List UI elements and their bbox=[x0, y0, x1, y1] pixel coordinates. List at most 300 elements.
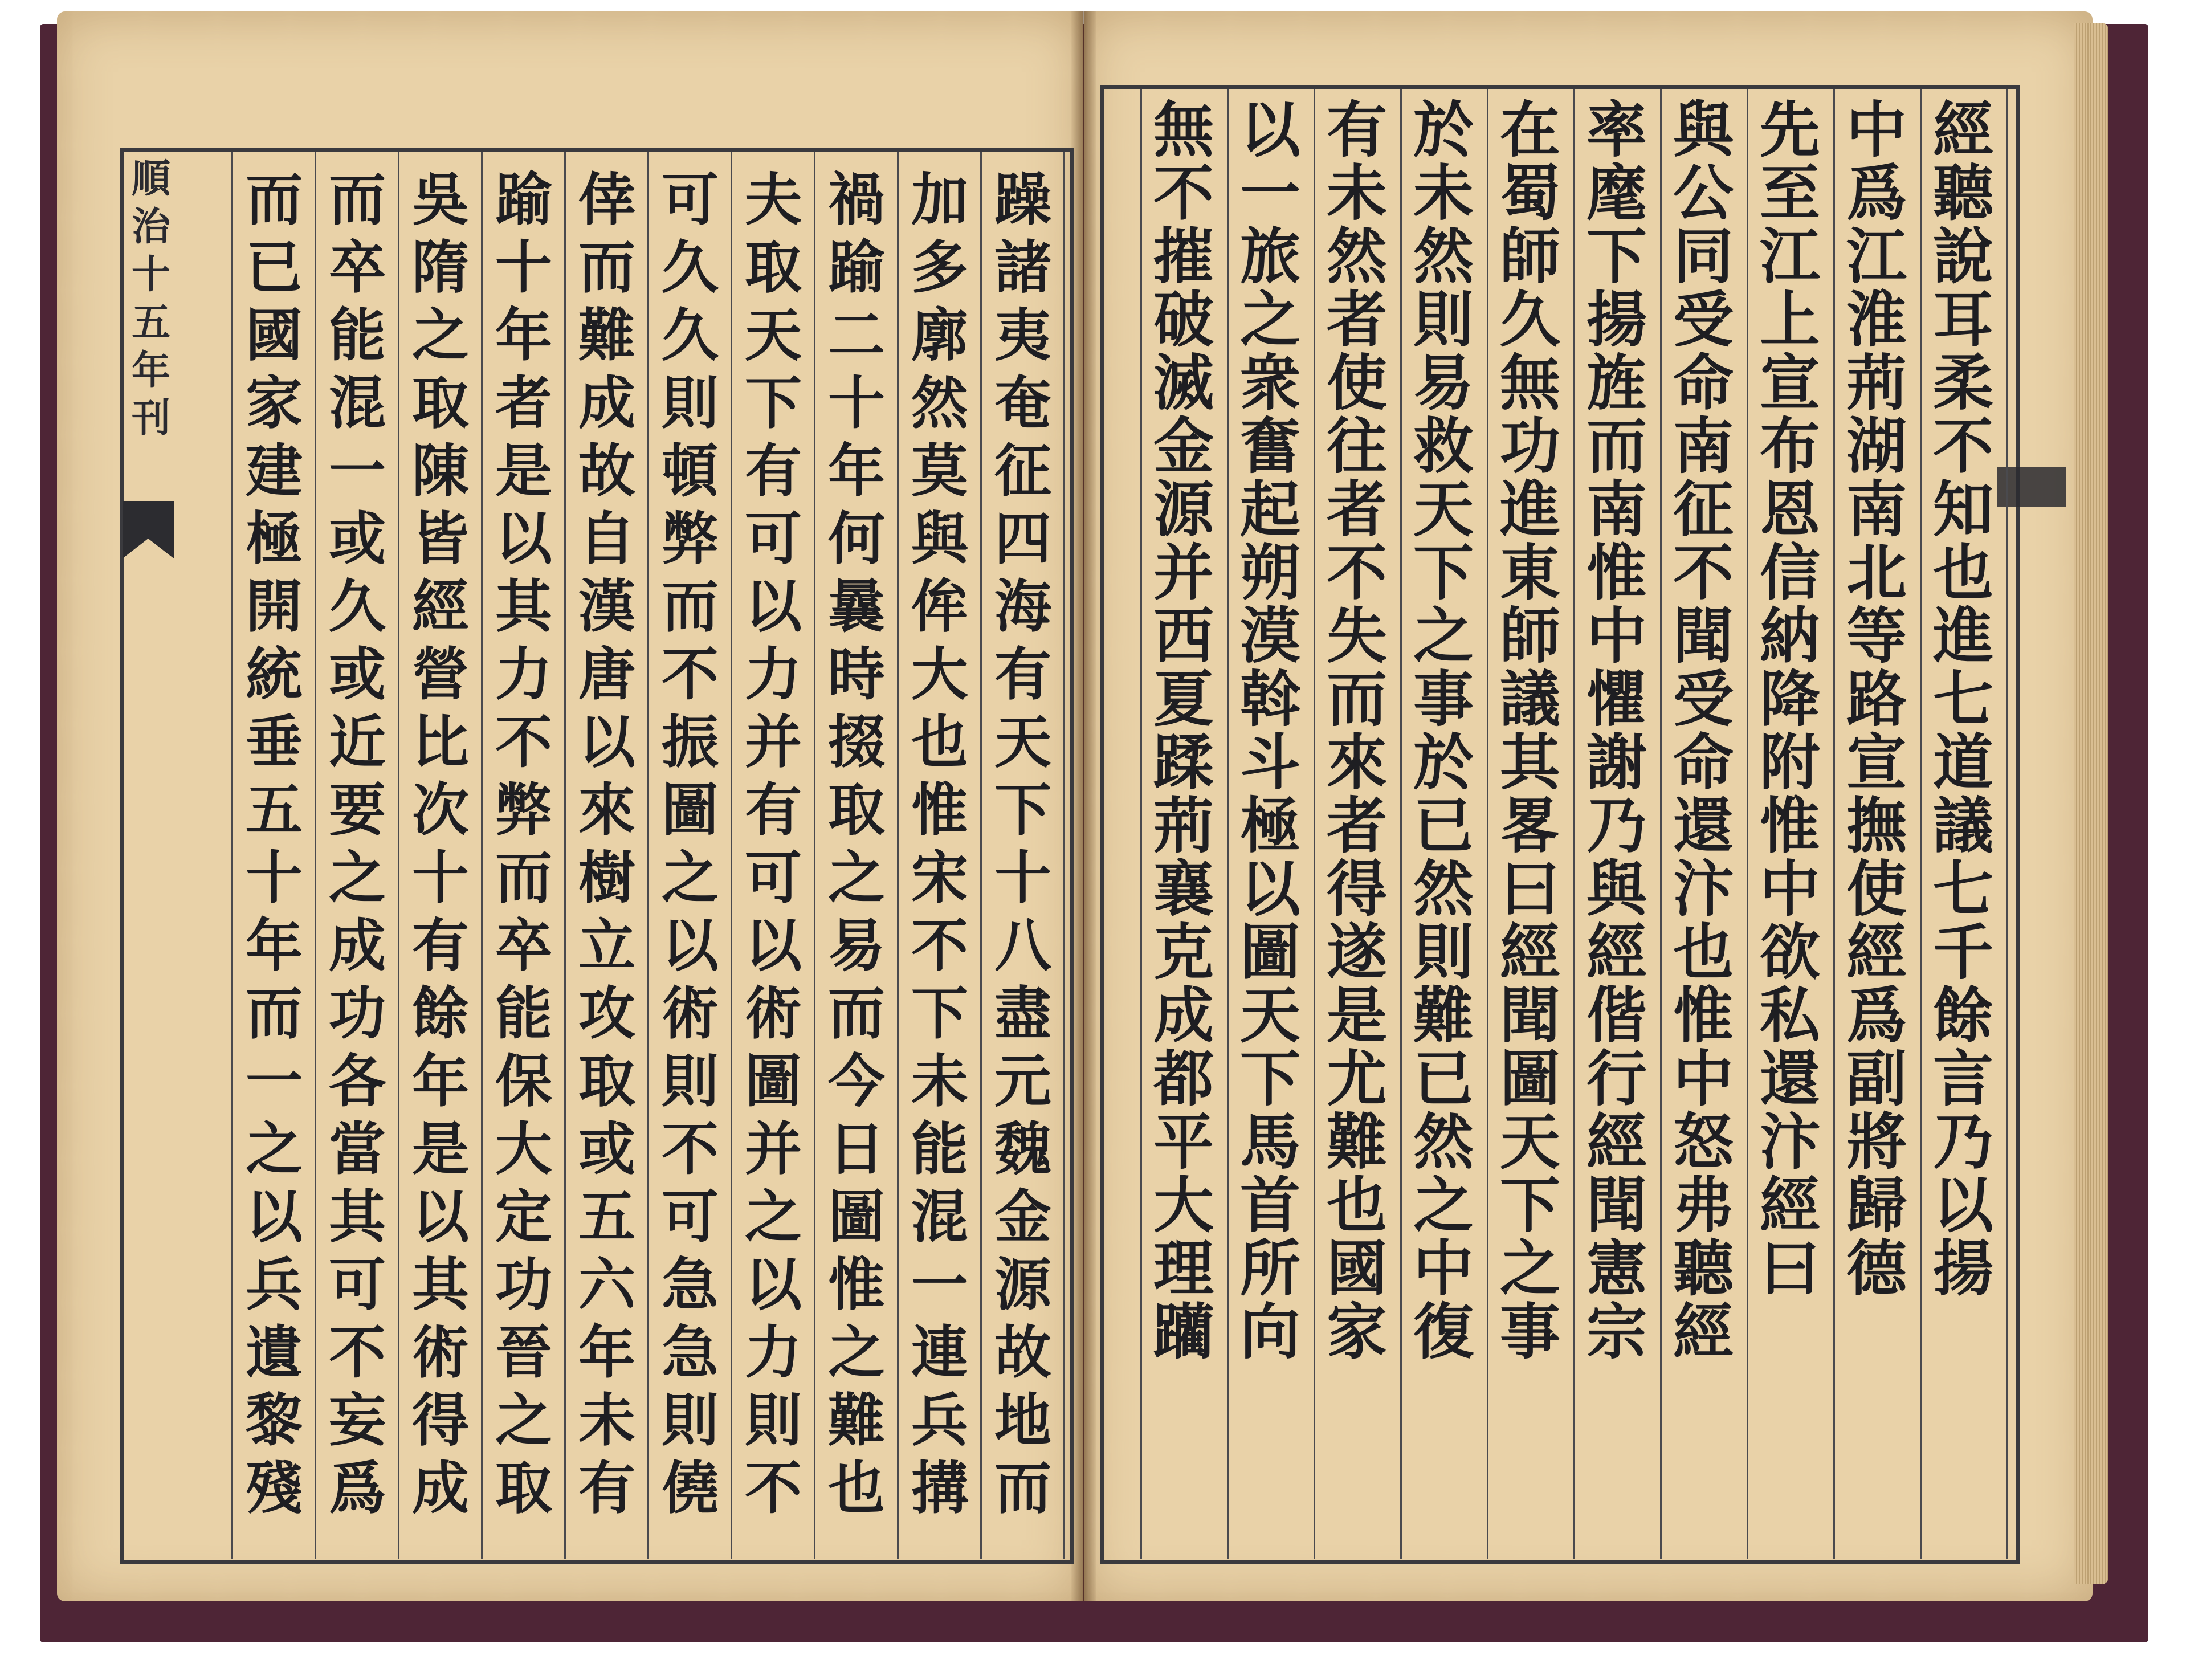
character: 江 bbox=[1846, 221, 1907, 292]
character: 有 bbox=[745, 776, 802, 843]
character: 故 bbox=[994, 1319, 1051, 1386]
character: 皆 bbox=[412, 505, 469, 572]
character: 歸 bbox=[1846, 1169, 1907, 1241]
character: 之 bbox=[495, 1387, 552, 1454]
character: 曩 bbox=[828, 573, 885, 640]
character: 卒 bbox=[329, 234, 386, 301]
character: 路 bbox=[1846, 663, 1907, 735]
character: 成 bbox=[329, 912, 386, 979]
left-column-5 bbox=[653, 166, 727, 1527]
character: 湖 bbox=[1846, 410, 1907, 482]
character: 各 bbox=[329, 1047, 386, 1115]
character: 夏 bbox=[1153, 663, 1214, 735]
character: 經 bbox=[1846, 916, 1907, 988]
character: 乃 bbox=[1933, 1106, 1993, 1177]
left-column-10 bbox=[237, 166, 311, 1527]
character: 連 bbox=[911, 1319, 968, 1386]
right-column-7 bbox=[1404, 94, 1483, 1367]
character: 圖 bbox=[745, 1047, 802, 1115]
character: 要 bbox=[329, 776, 386, 843]
character: 聽 bbox=[1673, 1233, 1734, 1304]
character: 取 bbox=[578, 1047, 635, 1115]
right-column-4 bbox=[1663, 94, 1743, 1367]
character: 得 bbox=[412, 1387, 469, 1454]
character: 救 bbox=[1413, 410, 1474, 482]
character: 七 bbox=[1933, 853, 1993, 924]
character: 受 bbox=[1673, 663, 1734, 735]
character: 千 bbox=[1933, 916, 1993, 988]
character: 懼 bbox=[1587, 663, 1647, 735]
character: 南 bbox=[1587, 474, 1647, 545]
character: 乃 bbox=[1587, 790, 1647, 861]
character: 使 bbox=[1846, 853, 1907, 924]
character: 可 bbox=[662, 166, 719, 233]
character: 來 bbox=[1327, 727, 1387, 798]
character: 經 bbox=[1587, 1106, 1647, 1177]
character: 而 bbox=[578, 234, 635, 301]
character: 進 bbox=[1933, 600, 1993, 671]
character: 將 bbox=[1846, 1106, 1907, 1177]
character: 則 bbox=[662, 1047, 719, 1115]
character: 命 bbox=[1673, 727, 1734, 798]
character: 之 bbox=[412, 301, 469, 369]
character: 易 bbox=[828, 912, 885, 979]
character: 多 bbox=[911, 234, 968, 301]
character: 金 bbox=[1153, 410, 1214, 482]
character: 征 bbox=[1673, 474, 1734, 545]
column-rule bbox=[1573, 89, 1575, 1559]
character: 也 bbox=[911, 708, 968, 776]
character: 兵 bbox=[246, 1251, 303, 1318]
character: 家 bbox=[246, 369, 303, 437]
character: 聞 bbox=[1587, 1169, 1647, 1241]
character: 納 bbox=[1760, 600, 1820, 671]
character: 時 bbox=[828, 641, 885, 708]
character: 道 bbox=[1933, 727, 1993, 798]
character: 惟 bbox=[828, 1251, 885, 1318]
character: 謝 bbox=[1587, 727, 1647, 798]
character: 議 bbox=[1500, 663, 1560, 735]
character: 可 bbox=[745, 505, 802, 572]
character: 經 bbox=[1933, 94, 1993, 165]
character: 是 bbox=[412, 1115, 469, 1182]
character: 降 bbox=[1760, 663, 1820, 735]
character: 惟 bbox=[1587, 537, 1647, 608]
character: 其 bbox=[412, 1251, 469, 1318]
character: 畧 bbox=[1500, 790, 1560, 861]
character: 圖 bbox=[828, 1183, 885, 1250]
character: 有 bbox=[1327, 94, 1387, 165]
character: 年 bbox=[412, 1047, 469, 1115]
character: 之 bbox=[246, 1115, 303, 1182]
right-column-8 bbox=[1317, 94, 1397, 1367]
character: 者 bbox=[1327, 790, 1387, 861]
character: 南 bbox=[1673, 410, 1734, 482]
character: 六 bbox=[578, 1251, 635, 1318]
column-rule bbox=[398, 152, 399, 1559]
character: 率 bbox=[1587, 94, 1647, 165]
character: 則 bbox=[745, 1387, 802, 1454]
character: 下 bbox=[1413, 537, 1474, 608]
column-rule bbox=[315, 152, 316, 1559]
character: 統 bbox=[246, 641, 303, 708]
character: 偕 bbox=[1587, 980, 1647, 1051]
character: 未 bbox=[1413, 157, 1474, 229]
character: 聞 bbox=[1500, 980, 1560, 1051]
character: 經 bbox=[1500, 916, 1560, 988]
column-rule bbox=[1400, 89, 1402, 1559]
margin-colophon bbox=[120, 156, 182, 447]
character: 十 bbox=[994, 844, 1051, 911]
character: 已 bbox=[246, 234, 303, 301]
character: 下 bbox=[994, 776, 1051, 843]
character: 隋 bbox=[412, 234, 469, 301]
character: 命 bbox=[1673, 347, 1734, 418]
character: 能 bbox=[911, 1115, 968, 1182]
character: 受 bbox=[1673, 284, 1734, 355]
character: 還 bbox=[1673, 790, 1734, 861]
character: 力 bbox=[495, 641, 552, 708]
character: 漠 bbox=[1240, 600, 1300, 671]
character: 也 bbox=[1327, 1169, 1387, 1241]
character: 無 bbox=[1500, 347, 1560, 418]
character: 年 bbox=[246, 912, 303, 979]
character: 則 bbox=[662, 369, 719, 437]
character: 難 bbox=[578, 301, 635, 369]
character: 尤 bbox=[1327, 1043, 1387, 1114]
character: 極 bbox=[246, 505, 303, 572]
column-rule bbox=[1833, 89, 1835, 1559]
character: 者 bbox=[1327, 284, 1387, 355]
character: 以 bbox=[662, 912, 719, 979]
character: 加 bbox=[911, 166, 968, 233]
character: 還 bbox=[1760, 1043, 1820, 1114]
character: 十 bbox=[246, 844, 303, 911]
character: 理 bbox=[1153, 1233, 1214, 1304]
character: 以 bbox=[745, 912, 802, 979]
character: 斡 bbox=[1240, 663, 1300, 735]
character: 掇 bbox=[828, 708, 885, 776]
character: 不 bbox=[662, 641, 719, 708]
character: 而 bbox=[1587, 410, 1647, 482]
character: 二 bbox=[828, 301, 885, 369]
character: 難 bbox=[828, 1387, 885, 1454]
character: 之 bbox=[745, 1183, 802, 1250]
character: 以 bbox=[1240, 94, 1300, 165]
character: 魏 bbox=[994, 1115, 1051, 1182]
character: 十 bbox=[412, 844, 469, 911]
character: 揚 bbox=[1933, 1233, 1993, 1304]
character: 或 bbox=[329, 641, 386, 708]
character: 破 bbox=[1153, 284, 1214, 355]
character: 而 bbox=[329, 166, 386, 233]
character: 成 bbox=[1153, 980, 1214, 1051]
character: 知 bbox=[1933, 474, 1993, 545]
character: 然 bbox=[1413, 221, 1474, 292]
character: 附 bbox=[1760, 727, 1820, 798]
character: 術 bbox=[412, 1319, 469, 1386]
character: 久 bbox=[662, 234, 719, 301]
character: 南 bbox=[1846, 474, 1907, 545]
character: 奄 bbox=[994, 369, 1051, 437]
column-rule bbox=[1920, 89, 1922, 1559]
character: 可 bbox=[745, 844, 802, 911]
character: 則 bbox=[1413, 284, 1474, 355]
left-column-9 bbox=[320, 166, 394, 1527]
character: 莫 bbox=[911, 437, 968, 504]
character: 久 bbox=[662, 301, 719, 369]
character: 兵 bbox=[911, 1387, 968, 1454]
character: 倖 bbox=[578, 166, 635, 233]
character: 建 bbox=[246, 437, 303, 504]
column-rule bbox=[647, 152, 649, 1559]
character: 是 bbox=[495, 437, 552, 504]
character: 侔 bbox=[911, 573, 968, 640]
character: 順 bbox=[131, 156, 170, 202]
character: 一 bbox=[246, 1047, 303, 1115]
character: 師 bbox=[1500, 600, 1560, 671]
column-rule bbox=[1063, 152, 1065, 1559]
column-rule bbox=[1314, 89, 1315, 1559]
character: 中 bbox=[1846, 94, 1907, 165]
character: 或 bbox=[329, 505, 386, 572]
left-column-2 bbox=[903, 166, 977, 1527]
character: 與 bbox=[911, 505, 968, 572]
character: 荊 bbox=[1153, 790, 1214, 861]
character: 踰 bbox=[495, 166, 552, 233]
character: 惟 bbox=[1760, 790, 1820, 861]
character: 下 bbox=[1587, 221, 1647, 292]
character: 并 bbox=[745, 708, 802, 776]
character: 漢 bbox=[578, 573, 635, 640]
character: 廓 bbox=[911, 301, 968, 369]
book-gutter bbox=[1071, 11, 1096, 1601]
character: 不 bbox=[495, 708, 552, 776]
character: 失 bbox=[1327, 600, 1387, 671]
character: 首 bbox=[1240, 1169, 1300, 1241]
character: 是 bbox=[1327, 980, 1387, 1051]
character: 天 bbox=[994, 708, 1051, 776]
character: 議 bbox=[1933, 790, 1993, 861]
character: 源 bbox=[1153, 474, 1214, 545]
character: 也 bbox=[1673, 916, 1734, 988]
character: 易 bbox=[1413, 347, 1474, 418]
column-rule bbox=[1747, 89, 1748, 1559]
right-column-6 bbox=[1490, 94, 1570, 1367]
character: 營 bbox=[412, 641, 469, 708]
character: 惟 bbox=[911, 776, 968, 843]
character: 陳 bbox=[412, 437, 469, 504]
character: 不 bbox=[745, 1454, 802, 1522]
character: 所 bbox=[1240, 1233, 1300, 1304]
character: 年 bbox=[578, 1319, 635, 1386]
column-rule bbox=[897, 152, 899, 1559]
character: 者 bbox=[495, 369, 552, 437]
right-column-9 bbox=[1230, 94, 1310, 1367]
character: 則 bbox=[662, 1387, 719, 1454]
character: 而 bbox=[662, 573, 719, 640]
character: 滅 bbox=[1153, 347, 1214, 418]
character: 宋 bbox=[911, 844, 968, 911]
character: 力 bbox=[745, 1319, 802, 1386]
character: 公 bbox=[1673, 157, 1734, 229]
character: 吳 bbox=[412, 166, 469, 233]
character: 圖 bbox=[1500, 1043, 1560, 1114]
character: 江 bbox=[1760, 221, 1820, 292]
character: 取 bbox=[745, 234, 802, 301]
character: 於 bbox=[1413, 727, 1474, 798]
character: 以 bbox=[246, 1183, 303, 1250]
character: 攻 bbox=[578, 980, 635, 1047]
character: 并 bbox=[745, 1115, 802, 1182]
character: 十 bbox=[495, 234, 552, 301]
character: 襄 bbox=[1153, 853, 1214, 924]
character: 布 bbox=[1760, 410, 1820, 482]
character: 其 bbox=[1500, 727, 1560, 798]
right-column-2 bbox=[1837, 94, 1916, 1304]
character: 之 bbox=[1500, 1233, 1560, 1304]
character: 怒 bbox=[1673, 1106, 1734, 1177]
character: 師 bbox=[1500, 221, 1560, 292]
character: 一 bbox=[911, 1251, 968, 1318]
character: 久 bbox=[329, 573, 386, 640]
character: 國 bbox=[1327, 1233, 1387, 1304]
character: 立 bbox=[578, 912, 635, 979]
character: 平 bbox=[1153, 1106, 1214, 1177]
character: 下 bbox=[745, 369, 802, 437]
character: 天 bbox=[1240, 980, 1300, 1051]
character: 今 bbox=[828, 1047, 885, 1115]
character: 中 bbox=[1587, 600, 1647, 671]
character: 海 bbox=[994, 573, 1051, 640]
character: 術 bbox=[745, 980, 802, 1047]
character: 以 bbox=[1933, 1169, 1993, 1241]
character: 爲 bbox=[329, 1454, 386, 1522]
character: 功 bbox=[495, 1251, 552, 1318]
character: 定 bbox=[495, 1183, 552, 1250]
character: 曰 bbox=[1760, 1233, 1820, 1304]
character: 遂 bbox=[1327, 916, 1387, 988]
left-column-7 bbox=[487, 166, 561, 1527]
character: 自 bbox=[578, 505, 635, 572]
character: 下 bbox=[1500, 1169, 1560, 1241]
character: 躪 bbox=[1153, 1296, 1214, 1367]
character: 開 bbox=[246, 573, 303, 640]
column-rule bbox=[814, 152, 815, 1559]
character: 先 bbox=[1760, 94, 1820, 165]
character: 黎 bbox=[246, 1387, 303, 1454]
character: 取 bbox=[495, 1454, 552, 1522]
character: 成 bbox=[578, 369, 635, 437]
character: 宣 bbox=[1760, 347, 1820, 418]
character: 旌 bbox=[1587, 347, 1647, 418]
character: 者 bbox=[1327, 474, 1387, 545]
character: 弊 bbox=[495, 776, 552, 843]
character: 上 bbox=[1760, 284, 1820, 355]
character: 故 bbox=[578, 437, 635, 504]
character: 八 bbox=[994, 912, 1051, 979]
character: 年 bbox=[828, 437, 885, 504]
character: 混 bbox=[911, 1183, 968, 1250]
column-rule bbox=[481, 152, 483, 1559]
character: 中 bbox=[1760, 853, 1820, 924]
character: 治 bbox=[131, 204, 170, 250]
character: 然 bbox=[1413, 1106, 1474, 1177]
character: 汴 bbox=[1673, 853, 1734, 924]
character: 殘 bbox=[246, 1454, 303, 1522]
character: 荊 bbox=[1846, 347, 1907, 418]
character: 久 bbox=[1500, 284, 1560, 355]
character: 夫 bbox=[745, 166, 802, 233]
character: 與 bbox=[1587, 853, 1647, 924]
character: 進 bbox=[1500, 474, 1560, 545]
character: 而 bbox=[828, 980, 885, 1047]
character: 起 bbox=[1240, 474, 1300, 545]
character: 五 bbox=[578, 1183, 635, 1250]
character: 汴 bbox=[1760, 1106, 1820, 1177]
character: 之 bbox=[828, 844, 885, 911]
character: 地 bbox=[994, 1387, 1051, 1454]
character: 未 bbox=[911, 1047, 968, 1115]
character: 天 bbox=[1413, 474, 1474, 545]
character: 取 bbox=[412, 369, 469, 437]
column-rule bbox=[731, 152, 732, 1559]
character: 得 bbox=[1327, 853, 1387, 924]
character: 垂 bbox=[246, 708, 303, 776]
character: 使 bbox=[1327, 347, 1387, 418]
character: 已 bbox=[1413, 790, 1474, 861]
character: 衆 bbox=[1240, 347, 1300, 418]
character: 圖 bbox=[1240, 916, 1300, 988]
character: 唐 bbox=[578, 641, 635, 708]
character: 極 bbox=[1240, 790, 1300, 861]
character: 元 bbox=[994, 1047, 1051, 1115]
character: 有 bbox=[994, 641, 1051, 708]
character: 而 bbox=[246, 166, 303, 233]
character: 卒 bbox=[495, 912, 552, 979]
character: 淮 bbox=[1846, 284, 1907, 355]
character: 然 bbox=[911, 369, 968, 437]
character: 當 bbox=[329, 1115, 386, 1182]
column-rule bbox=[1660, 89, 1662, 1559]
character: 也 bbox=[1933, 537, 1993, 608]
character: 弗 bbox=[1673, 1169, 1734, 1241]
character: 一 bbox=[1240, 157, 1300, 229]
character: 能 bbox=[495, 980, 552, 1047]
character: 十 bbox=[828, 369, 885, 437]
character: 之 bbox=[662, 844, 719, 911]
character: 中 bbox=[1673, 1043, 1734, 1114]
character: 不 bbox=[329, 1319, 386, 1386]
character: 未 bbox=[1327, 157, 1387, 229]
character: 經 bbox=[1673, 1296, 1734, 1367]
character: 搆 bbox=[911, 1454, 968, 1522]
character: 可 bbox=[329, 1251, 386, 1318]
character: 家 bbox=[1327, 1296, 1387, 1367]
character: 說 bbox=[1933, 221, 1993, 292]
character: 何 bbox=[828, 505, 885, 572]
character: 可 bbox=[662, 1183, 719, 1250]
character: 信 bbox=[1760, 537, 1820, 608]
character: 比 bbox=[412, 708, 469, 776]
character: 并 bbox=[1153, 537, 1214, 608]
character: 功 bbox=[1500, 410, 1560, 482]
character: 急 bbox=[662, 1319, 719, 1386]
right-column-10 bbox=[1144, 94, 1223, 1367]
character: 朔 bbox=[1240, 537, 1300, 608]
character: 之 bbox=[828, 1319, 885, 1386]
character: 北 bbox=[1846, 537, 1907, 608]
